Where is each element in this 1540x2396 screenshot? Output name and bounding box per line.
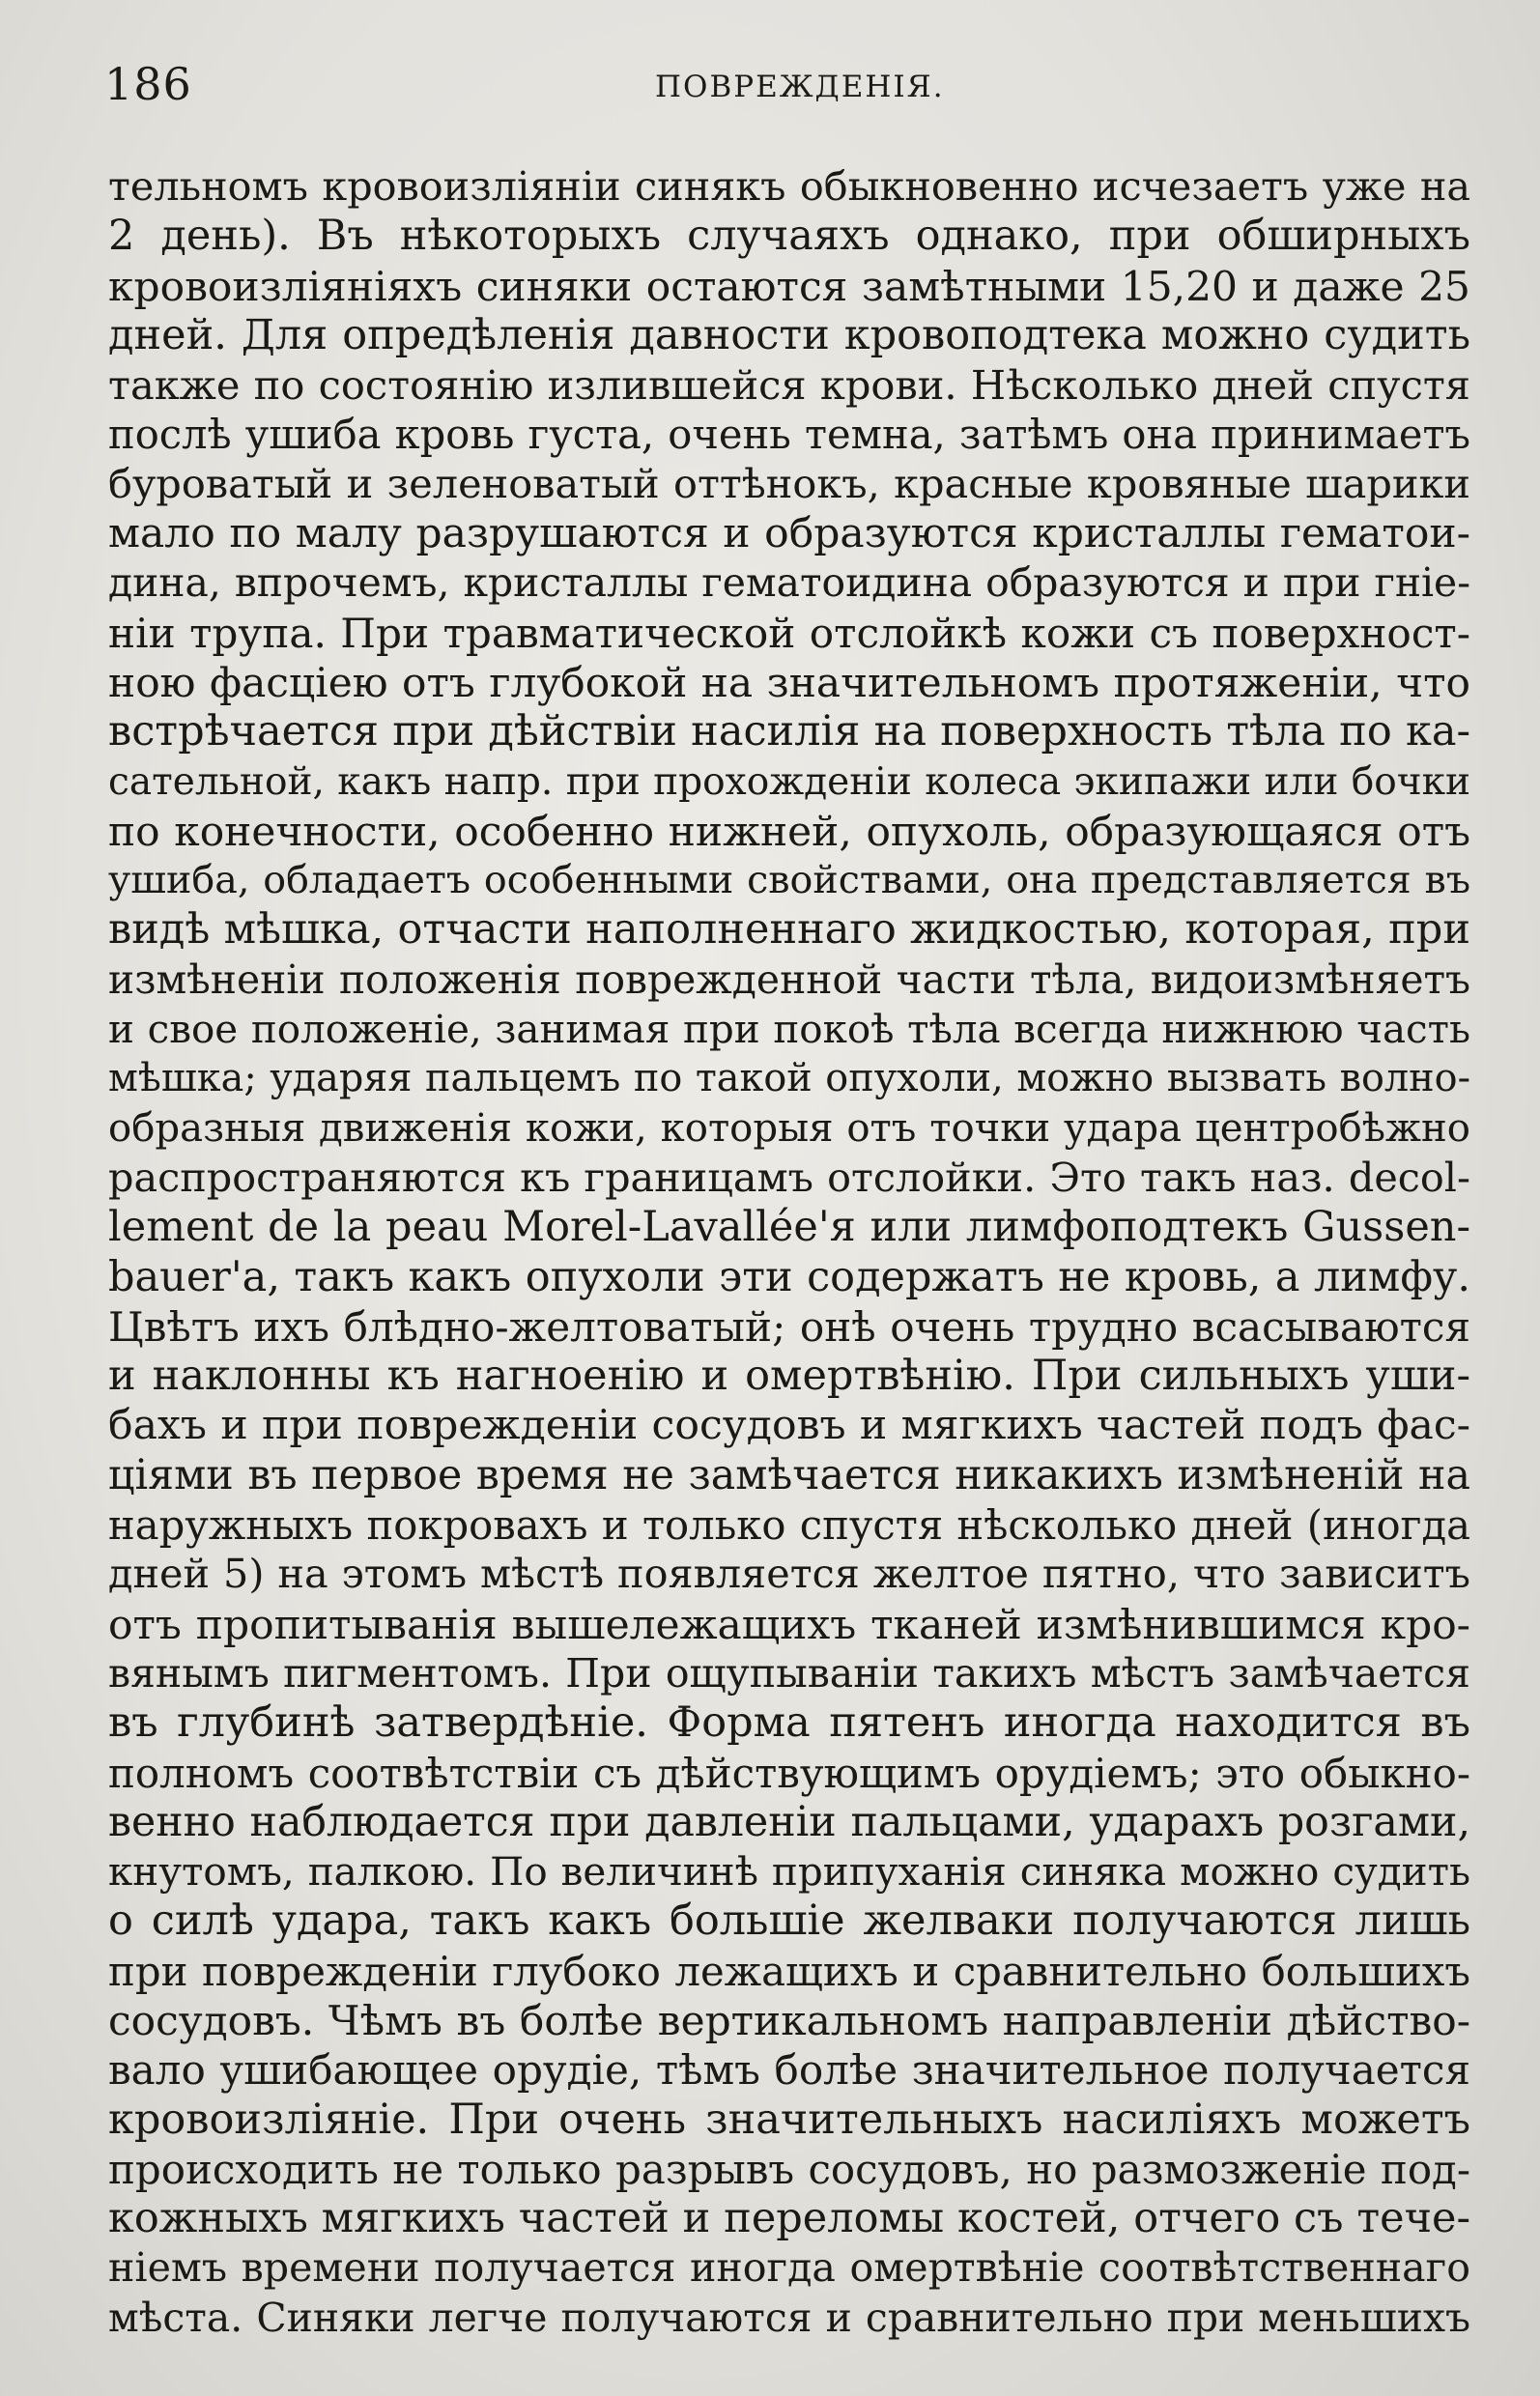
text-line: буроватый и зеленоватый оттѣнокъ, красные кровяные шарики — [108, 460, 1470, 507]
text-line: встрѣчается при дѣйствіи насилія на поверхность тѣла по ка- — [108, 707, 1470, 756]
text-line: 2 день). Въ нѣкоторыхъ случаяхъ однако, при обширныхъ — [108, 212, 1470, 261]
text-line: ніи трупа. При травматической отслойкѣ кожи съ поверхност- — [108, 609, 1470, 657]
text-line: ною фасціею отъ глубокой на значительномъ протяженіи, что — [108, 658, 1470, 706]
text-line: ніемъ времени получается иногда омертвѣніе соотвѣтственнаго — [108, 2244, 1470, 2292]
text-line: дина, впрочемъ, кристаллы гематоидина образуются и при гніе- — [108, 559, 1470, 607]
body-text — [108, 162, 1470, 2343]
text-line: образныя движенія кожи, которыя отъ точки удара центробѣжно — [108, 1105, 1470, 1151]
text-line: ушиба, обладаетъ особенными свойствами, она представляется въ — [108, 858, 1470, 903]
text-line: послѣ ушиба кровь густа, очень темна, затѣмъ она принимаетъ — [108, 411, 1470, 459]
text-line: кровоизліяніяхъ синяки остаются замѣтными 15,20 и даже 25 — [108, 262, 1470, 310]
text-line: мѣшка; ударяя пальцемъ по такой опухоли, можно вызвать волно- — [108, 1056, 1470, 1101]
page-header — [104, 58, 1457, 135]
text-line: кнутомъ, палкою. По величинѣ припуханія синяка можно судить — [108, 1848, 1470, 1896]
text-line: также по состоянію излившейся крови. Нѣсколько дней спустя — [108, 361, 1470, 410]
text-line: венно наблюдается при давленіи пальцами, ударахъ розгами, — [108, 1797, 1470, 1846]
text-line: отъ пропитыванія вышележащихъ тканей измѣнившимся кро- — [108, 1600, 1470, 1648]
text-line: наружныхъ покровахъ и только спустя нѣсколько дней (иногда — [108, 1501, 1470, 1550]
text-line: происходить не только разрывъ сосудовъ, но размозженіе под- — [108, 2145, 1470, 2193]
text-line: дней 5) на этомъ мѣстѣ появляется желтое пятно, что зависитъ — [108, 1551, 1470, 1598]
text-line: вало ушибающее орудіе, тѣмъ болѣе значительное получается — [108, 2046, 1470, 2095]
text-line: измѣненіи положенія поврежденной части тѣла, видоизмѣняетъ — [108, 956, 1470, 1003]
text-line: бахъ и при поврежденіи сосудовъ и мягкихъ частей подъ фас- — [108, 1402, 1470, 1450]
text-line: lement de la peau Morel-Lavallée'я или лимфоподтекъ Gussen- — [108, 1203, 1470, 1252]
text-line: видѣ мѣшка, отчасти наполненнаго жидкостью, которая, при — [108, 905, 1470, 955]
text-line: о силѣ удара, такъ какъ большіе желваки получаются лишь — [108, 1897, 1470, 1946]
text-line: кожныхъ мягкихъ частей и переломы костей, отчего съ тече- — [108, 2194, 1470, 2243]
text-line: въ глубинѣ затвердѣніе. Форма пятенъ иногда находится въ — [108, 1698, 1470, 1748]
text-line: полномъ соотвѣтствіи съ дѣйствующимъ орудіемъ; это обыкно- — [108, 1749, 1470, 1797]
text-line: Цвѣтъ ихъ блѣдно-желтоватый; онѣ очень трудно всасываются — [108, 1302, 1470, 1351]
text-line: по конечности, особенно нижней, опухоль, образующаяся отъ — [108, 807, 1470, 855]
text-line: ціями въ первое время не замѣчается никакихъ измѣненій на — [108, 1450, 1470, 1499]
text-line: кровоизліяніе. При очень значительныхъ насиліяхъ можетъ — [108, 2095, 1470, 2144]
running-title: ПОВРЕЖДЕНІЯ. — [655, 70, 945, 104]
text-line: сательной, какъ напр. при прохожденіи колеса экипажи или бочки — [108, 759, 1470, 804]
page-number: 186 — [104, 58, 192, 110]
text-line: при поврежденіи глубоко лежащихъ и сравнительно большихъ — [108, 1947, 1470, 1995]
text-line: и свое положеніе, занимая при покоѣ тѣла всегда нижнюю часть — [108, 1006, 1470, 1053]
text-line: тельномъ кровоизліяніи синякъ обыкновенно исчезаетъ уже на — [108, 163, 1470, 210]
text-line: распространяются къ границамъ отслойки. Это такъ наз. decol- — [108, 1154, 1470, 1201]
text-line: сосудовъ. Чѣмъ въ болѣе вертикальномъ направленіи дѣйство- — [108, 1996, 1470, 2044]
text-line: вянымъ пигментомъ. При ощупываніи такихъ мѣстъ замѣчается — [108, 1649, 1470, 1697]
text-line: bauer'a, такъ какъ опухоли эти содержатъ не кровь, а лимфу. — [108, 1252, 1470, 1301]
text-line: мѣста. Синяки легче получаются и сравнительно при меньшихъ — [108, 2294, 1470, 2341]
text-line: мало по малу разрушаются и образуются кристаллы гематои- — [108, 510, 1470, 558]
text-line: и наклонны къ нагноенію и омертвѣнію. При сильныхъ уши- — [108, 1352, 1470, 1401]
text-line: дней. Для опредѣленія давности кровоподтека можно судить — [108, 310, 1470, 359]
